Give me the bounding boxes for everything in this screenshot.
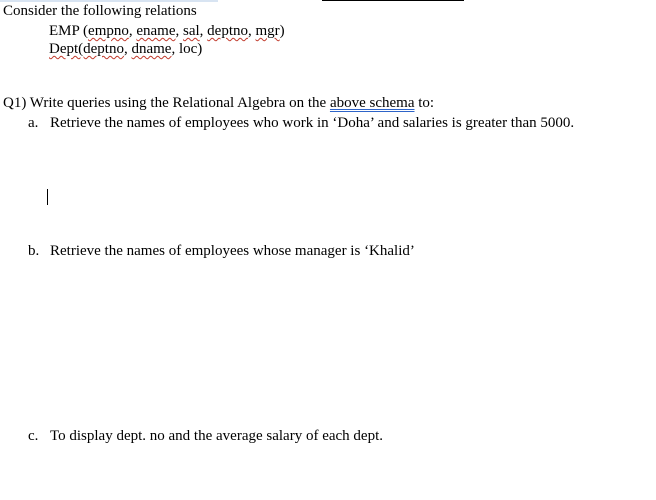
item-a-letter: a. <box>28 115 39 131</box>
emp-field-mgr: mgr <box>255 23 280 39</box>
dept-field-loc: loc) <box>178 41 203 57</box>
item-b-text: Retrieve the names of employees whose manager is ‘Khalid’ <box>50 243 415 259</box>
question-heading <box>3 94 434 112</box>
question-link-schema: above schema <box>329 95 415 111</box>
item-c <box>28 427 383 445</box>
item-b <box>28 242 415 260</box>
emp-field-sal: sal <box>183 23 200 39</box>
item-c-letter: c. <box>28 428 39 444</box>
top-divider-line <box>322 0 464 1</box>
question-suffix: to: <box>414 95 435 111</box>
emp-field-deptno: deptno <box>207 23 248 39</box>
emp-field-empno: empno <box>88 23 129 39</box>
dept-relation <box>49 40 202 58</box>
item-a-text: Retrieve the names of employees who work in ‘Doha’ and salaries is greater than 5000. <box>50 115 575 131</box>
emp-sep-4: , <box>248 23 256 39</box>
emp-sep-3: , <box>199 23 208 39</box>
emp-prefix: EMP ( <box>49 23 89 39</box>
intro-text: Consider the following relations <box>3 3 197 19</box>
question-prefix: Q1) Write queries using the Relational Algebra on the <box>3 95 330 111</box>
item-a <box>28 114 575 132</box>
text-cursor[interactable] <box>47 189 48 205</box>
emp-sep-1: , <box>128 23 137 39</box>
dept-sep-2: , <box>171 41 179 57</box>
item-c-text: To display dept. no and the average salary of each dept. <box>50 428 383 444</box>
emp-field-ename: ename <box>136 23 176 39</box>
dept-sep-1: , <box>123 41 132 57</box>
emp-suffix: ) <box>279 23 285 39</box>
emp-relation <box>49 22 285 40</box>
emp-sep-2: , <box>175 23 183 39</box>
dept-field-dname: dname <box>131 41 172 57</box>
item-b-letter: b. <box>28 243 40 259</box>
dept-field-deptno: Dept(deptno <box>49 41 124 57</box>
